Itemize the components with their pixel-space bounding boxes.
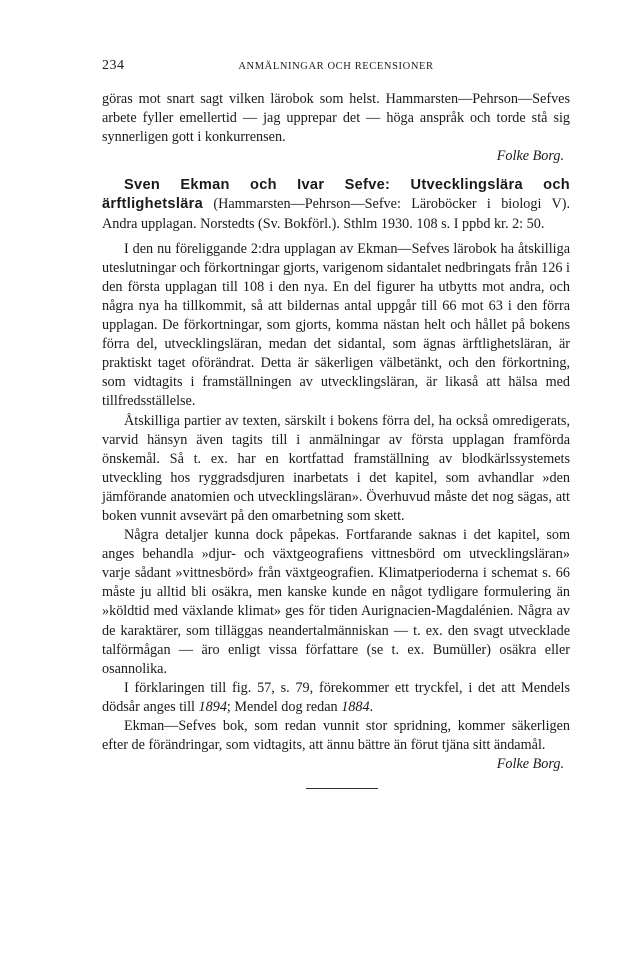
wrong-year: 1894 [198, 698, 227, 715]
review-title: Sven Ekman och Ivar Sefve: Utvecklingslära och ärftlighetslära [102, 177, 570, 213]
review-details: (Hammarsten—Pehrson—Sefve: Läroböcker i biologi V). Andra upplagan. Norstedts (Sv. Bokförl.). Sthlm 1930. 108 s. I ppbd kr. 2: 50. [102, 196, 570, 232]
previous-review-signature: Folke Borg. [496, 148, 564, 165]
review-heading [102, 176, 570, 233]
section-divider [306, 788, 378, 789]
review-paragraph: Några detaljer kunna dock påpekas. Fortfarande saknas i det kapitel, som anges behandla »djur- och växtgeografiens vittnesbörd om utvecklingsläran» varje sådant »vittnesbörd» från växtgeografien. Klimatperioderna i schemat s. 66 måste ju alltid bli osäkra, men kanske kunde en något tydligare formulering än »köldtid med växlande klimat» ges för tiden Aurignacien-Magdalénien. Några av de karaktärer, som tilläggas neandertalmänniskan — t. ex. den svagt utvecklade talförmågan — äro enligt vissa författare (se t. ex. Bumüller) osäkra eller osannolika. [102, 527, 570, 677]
review-paragraph-erratum: I förklaringen till fig. 57, s. 79, förekommer ett tryckfel, i det att Mendels dödsår anges till 1894; Mendel dog redan 1884. [102, 679, 570, 715]
review-paragraph: Åtskilliga partier av texten, särskilt i bokens förra del, ha också omredigerats, varvid hänsyn även tagits till i anmälningar av första upplagan framförda önskemål. Så t. ex. har en kortfattad framställning av blodkärlssystemets utveckling hos ryggradsdjuren inarbetats i det kapitel, som avhandlar »den jämförande anatomien och utvecklingsläran». Överhuvud måste det nog sägas, att boken vunnit avsevärt på den omarbetning som skett. [102, 412, 570, 524]
previous-review-text: göras mot snart sagt vilken lärobok som helst. Hammarsten—Pehrson—Sefves arbete fyller emellertid — jag upprepar det — höga anspråk och torde stå sig synnerligen gott i konkurrensen. [102, 91, 570, 146]
review-final-paragraph: Ekman—Sefves bok, som redan vunnit stor spridning, kommer säkerligen efter de förändringar, som vidtagits, att ännu bättre än förut tjäna sitt ändamål. Folke Borg. [102, 717, 570, 774]
review-paragraph: I den nu föreliggande 2:dra upplagan av Ekman—Sefves lärobok ha åtskilliga uteslutningar och förkortningar gjorts, varigenom sidantalet nedbringats från 126 i den första upplagan till 108 i den nya. En del figurer ha utbytts mot andra, och några nya ha tillkommit, så att bildernas antal uppgår till 66 mot 63 i den förra upplagan. De förkortningar, som gjorts, komma nästan helt och hållet på bokens förra del, utvecklingsläran, medan det sidantal, som ägnas ärftlighetsläran, är praktiskt taget oförändrat. Detta är säkerligen välbetänkt, och den förkortning, som vidtagits i framställningen av utvecklingsläran, är likaså att hälsa med tillfredsställelse. [102, 240, 570, 410]
review-signature: Folke Borg. [496, 756, 564, 773]
review-body [102, 240, 570, 775]
page-number: 234 [102, 58, 125, 73]
running-head: ANMÄLNINGAR OCH RECENSIONER [238, 61, 434, 72]
page [102, 58, 570, 789]
page-header [102, 58, 570, 80]
correct-year: 1884 [341, 698, 370, 715]
